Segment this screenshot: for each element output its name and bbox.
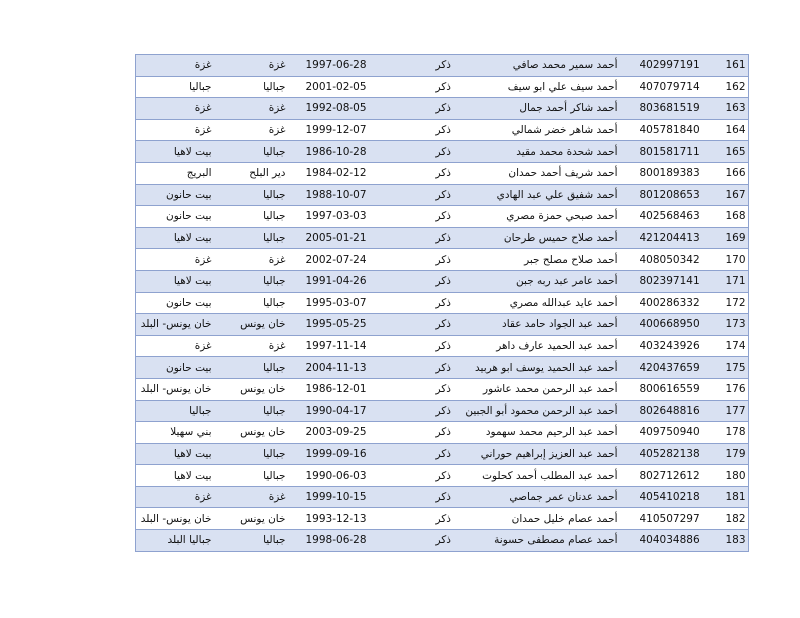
birth-date-cell: 2002-07-24 xyxy=(294,249,372,271)
full-name-cell: أحمد عصام مصطفى حسونة xyxy=(484,530,624,552)
gender-cell: ذكر xyxy=(372,400,484,422)
area-cell: غزة xyxy=(136,55,232,77)
table-row xyxy=(136,292,749,314)
governorate-cell: جباليا xyxy=(232,357,294,379)
birth-date-cell: 1990-04-17 xyxy=(294,400,372,422)
governorate-cell: جباليا xyxy=(232,206,294,228)
gender-cell: ذكر xyxy=(372,270,484,292)
serial-number-cell: 165 xyxy=(710,141,749,163)
table-row xyxy=(136,508,749,530)
area-cell: جباليا xyxy=(136,400,232,422)
serial-number-cell: 173 xyxy=(710,314,749,336)
gender-cell: ذكر xyxy=(372,55,484,77)
id-number-cell: 409750940 xyxy=(624,422,710,444)
serial-number-cell: 182 xyxy=(710,508,749,530)
gender-cell: ذكر xyxy=(372,98,484,120)
table-row xyxy=(136,141,749,163)
serial-number-cell: 176 xyxy=(710,378,749,400)
governorate-cell: جباليا xyxy=(232,530,294,552)
governorate-cell: خان يونس xyxy=(232,508,294,530)
area-cell: بيت لاهيا xyxy=(136,227,232,249)
serial-number-cell: 172 xyxy=(710,292,749,314)
birth-date-cell: 1995-03-07 xyxy=(294,292,372,314)
birth-date-cell: 1998-06-28 xyxy=(294,530,372,552)
table-row xyxy=(136,119,749,141)
table-row xyxy=(136,400,749,422)
gender-cell: ذكر xyxy=(372,227,484,249)
serial-number-cell: 177 xyxy=(710,400,749,422)
birth-date-cell: 2004-11-13 xyxy=(294,357,372,379)
table-row xyxy=(136,55,749,77)
id-number-cell: 802712612 xyxy=(624,465,710,487)
id-number-cell: 408050342 xyxy=(624,249,710,271)
serial-number-cell: 168 xyxy=(710,206,749,228)
table-row xyxy=(136,314,749,336)
area-cell: خان يونس- البلد xyxy=(136,314,232,336)
full-name-cell: أحمد عايد عبدالله مصري xyxy=(484,292,624,314)
id-number-cell: 405282138 xyxy=(624,443,710,465)
area-cell: غزة xyxy=(136,119,232,141)
id-number-cell: 420437659 xyxy=(624,357,710,379)
birth-date-cell: 1993-12-13 xyxy=(294,508,372,530)
governorate-cell: جباليا xyxy=(232,400,294,422)
serial-number-cell: 164 xyxy=(710,119,749,141)
full-name-cell: أحمد صلاح حميس طرحان xyxy=(484,227,624,249)
area-cell: البريج xyxy=(136,162,232,184)
area-cell: خان يونس- البلد xyxy=(136,508,232,530)
full-name-cell: أحمد عبد الرحمن محمود أبو الجبين xyxy=(484,400,624,422)
id-number-cell: 801208653 xyxy=(624,184,710,206)
governorate-cell: غزة xyxy=(232,55,294,77)
birth-date-cell: 1995-05-25 xyxy=(294,314,372,336)
full-name-cell: أحمد عبد المطلب أحمد كحلوت xyxy=(484,465,624,487)
birth-date-cell: 1988-10-07 xyxy=(294,184,372,206)
area-cell: جباليا البلد xyxy=(136,530,232,552)
area-cell: خان يونس- البلد xyxy=(136,378,232,400)
governorate-cell: غزة xyxy=(232,119,294,141)
gender-cell: ذكر xyxy=(372,465,484,487)
full-name-cell: أحمد عبد الرحيم محمد سهمود xyxy=(484,422,624,444)
governorate-cell: غزة xyxy=(232,335,294,357)
governorate-cell: جباليا xyxy=(232,292,294,314)
serial-number-cell: 183 xyxy=(710,530,749,552)
birth-date-cell: 1999-10-15 xyxy=(294,486,372,508)
serial-number-cell: 161 xyxy=(710,55,749,77)
governorate-cell: جباليا xyxy=(232,76,294,98)
birth-date-cell: 1992-08-05 xyxy=(294,98,372,120)
governorate-cell: غزة xyxy=(232,486,294,508)
area-cell: بيت لاهيا xyxy=(136,141,232,163)
area-cell: بيت حانون xyxy=(136,184,232,206)
id-number-cell: 405410218 xyxy=(624,486,710,508)
full-name-cell: أحمد عصام خليل حمدان xyxy=(484,508,624,530)
full-name-cell: أحمد شاهر خضر شمالي xyxy=(484,119,624,141)
id-number-cell: 407079714 xyxy=(624,76,710,98)
id-number-cell: 402997191 xyxy=(624,55,710,77)
area-cell: غزة xyxy=(136,335,232,357)
area-cell: غزة xyxy=(136,486,232,508)
gender-cell: ذكر xyxy=(372,335,484,357)
gender-cell: ذكر xyxy=(372,249,484,271)
full-name-cell: أحمد عبد الجواد حامد عقاد xyxy=(484,314,624,336)
id-number-cell: 801581711 xyxy=(624,141,710,163)
full-name-cell: أحمد عبد العزيز إبراهيم حوراني xyxy=(484,443,624,465)
gender-cell: ذكر xyxy=(372,119,484,141)
full-name-cell: أحمد سمير محمد صافي xyxy=(484,55,624,77)
id-number-cell: 403243926 xyxy=(624,335,710,357)
serial-number-cell: 175 xyxy=(710,357,749,379)
gender-cell: ذكر xyxy=(372,443,484,465)
full-name-cell: أحمد صبحي حمزة مصري xyxy=(484,206,624,228)
birth-date-cell: 1997-03-03 xyxy=(294,206,372,228)
serial-number-cell: 162 xyxy=(710,76,749,98)
table-row xyxy=(136,530,749,552)
serial-number-cell: 181 xyxy=(710,486,749,508)
full-name-cell: أحمد شريف أحمد حمدان xyxy=(484,162,624,184)
serial-number-cell: 174 xyxy=(710,335,749,357)
table-row xyxy=(136,270,749,292)
birth-date-cell: 2001-02-05 xyxy=(294,76,372,98)
area-cell: جباليا xyxy=(136,76,232,98)
id-number-cell: 802648816 xyxy=(624,400,710,422)
id-number-cell: 421204413 xyxy=(624,227,710,249)
birth-date-cell: 1986-10-28 xyxy=(294,141,372,163)
table-row xyxy=(136,206,749,228)
id-number-cell: 400668950 xyxy=(624,314,710,336)
gender-cell: ذكر xyxy=(372,486,484,508)
birth-date-cell: 1997-06-28 xyxy=(294,55,372,77)
full-name-cell: أحمد عدنان عمر جماصي xyxy=(484,486,624,508)
governorate-cell: غزة xyxy=(232,98,294,120)
table-row xyxy=(136,486,749,508)
id-number-cell: 402568463 xyxy=(624,206,710,228)
table-row xyxy=(136,335,749,357)
gender-cell: ذكر xyxy=(372,141,484,163)
area-cell: بيت لاهيا xyxy=(136,443,232,465)
table-row xyxy=(136,465,749,487)
full-name-cell: أحمد عبد الحميد عارف داهر xyxy=(484,335,624,357)
birth-date-cell: 1984-02-12 xyxy=(294,162,372,184)
gender-cell: ذكر xyxy=(372,162,484,184)
area-cell: بيت لاهيا xyxy=(136,465,232,487)
gender-cell: ذكر xyxy=(372,292,484,314)
serial-number-cell: 170 xyxy=(710,249,749,271)
id-number-cell: 800616559 xyxy=(624,378,710,400)
table-row xyxy=(136,162,749,184)
serial-number-cell: 163 xyxy=(710,98,749,120)
birth-date-cell: 1999-12-07 xyxy=(294,119,372,141)
table-body xyxy=(136,55,749,552)
serial-number-cell: 180 xyxy=(710,465,749,487)
birth-date-cell: 1997-11-14 xyxy=(294,335,372,357)
full-name-cell: أحمد شفيق علي عبد الهادي xyxy=(484,184,624,206)
serial-number-cell: 167 xyxy=(710,184,749,206)
area-cell: بيت حانون xyxy=(136,206,232,228)
area-cell: بيت حانون xyxy=(136,292,232,314)
id-number-cell: 404034886 xyxy=(624,530,710,552)
table-row xyxy=(136,422,749,444)
gender-cell: ذكر xyxy=(372,357,484,379)
governorate-cell: خان يونس xyxy=(232,422,294,444)
id-number-cell: 405781840 xyxy=(624,119,710,141)
full-name-cell: أحمد شاكر أحمد جمال xyxy=(484,98,624,120)
birth-date-cell: 1990-06-03 xyxy=(294,465,372,487)
full-name-cell: أحمد عبد الرحمن محمد عاشور xyxy=(484,378,624,400)
serial-number-cell: 166 xyxy=(710,162,749,184)
governorate-cell: جباليا xyxy=(232,443,294,465)
area-cell: غزة xyxy=(136,249,232,271)
area-cell: بيت لاهيا xyxy=(136,270,232,292)
gender-cell: ذكر xyxy=(372,378,484,400)
full-name-cell: أحمد عامر عبد ربه جبن xyxy=(484,270,624,292)
gender-cell: ذكر xyxy=(372,508,484,530)
id-number-cell: 800189383 xyxy=(624,162,710,184)
governorate-cell: خان يونس xyxy=(232,378,294,400)
full-name-cell: أحمد شحدة محمد مقيد xyxy=(484,141,624,163)
gender-cell: ذكر xyxy=(372,206,484,228)
table-row xyxy=(136,227,749,249)
records-table xyxy=(135,54,749,552)
id-number-cell: 803681519 xyxy=(624,98,710,120)
governorate-cell: جباليا xyxy=(232,141,294,163)
table-row xyxy=(136,76,749,98)
table-row xyxy=(136,378,749,400)
serial-number-cell: 179 xyxy=(710,443,749,465)
table-row xyxy=(136,443,749,465)
birth-date-cell: 2005-01-21 xyxy=(294,227,372,249)
serial-number-cell: 171 xyxy=(710,270,749,292)
area-cell: بني سهيلا xyxy=(136,422,232,444)
governorate-cell: جباليا xyxy=(232,270,294,292)
birth-date-cell: 2003-09-25 xyxy=(294,422,372,444)
governorate-cell: خان يونس xyxy=(232,314,294,336)
table-row xyxy=(136,249,749,271)
id-number-cell: 410507297 xyxy=(624,508,710,530)
full-name-cell: أحمد سيف علي ابو سيف xyxy=(484,76,624,98)
governorate-cell: جباليا xyxy=(232,184,294,206)
serial-number-cell: 169 xyxy=(710,227,749,249)
gender-cell: ذكر xyxy=(372,76,484,98)
full-name-cell: أحمد صلاح مصلح جبر xyxy=(484,249,624,271)
table-row xyxy=(136,357,749,379)
birth-date-cell: 1991-04-26 xyxy=(294,270,372,292)
gender-cell: ذكر xyxy=(372,422,484,444)
gender-cell: ذكر xyxy=(372,314,484,336)
governorate-cell: غزة xyxy=(232,249,294,271)
gender-cell: ذكر xyxy=(372,184,484,206)
id-number-cell: 400286332 xyxy=(624,292,710,314)
governorate-cell: دير البلح xyxy=(232,162,294,184)
area-cell: غزة xyxy=(136,98,232,120)
governorate-cell: جباليا xyxy=(232,465,294,487)
id-number-cell: 802397141 xyxy=(624,270,710,292)
birth-date-cell: 1986-12-01 xyxy=(294,378,372,400)
gender-cell: ذكر xyxy=(372,530,484,552)
table-row xyxy=(136,184,749,206)
full-name-cell: أحمد عبد الحميد يوسف ابو هربيد xyxy=(484,357,624,379)
area-cell: بيت حانون xyxy=(136,357,232,379)
governorate-cell: جباليا xyxy=(232,227,294,249)
birth-date-cell: 1999-09-16 xyxy=(294,443,372,465)
table-row xyxy=(136,98,749,120)
serial-number-cell: 178 xyxy=(710,422,749,444)
